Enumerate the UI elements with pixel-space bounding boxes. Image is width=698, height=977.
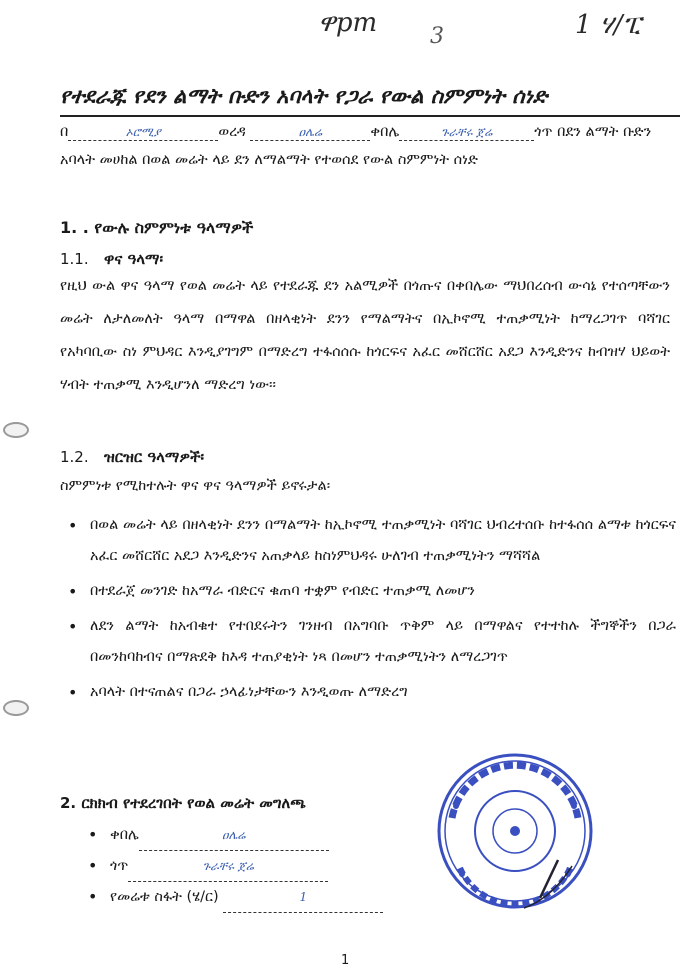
intro-prefix: በ <box>60 124 69 140</box>
section-1-1-number: 1.1. <box>60 250 89 268</box>
handwritten-annotation-right: 1 ሃ/ፒ <box>575 10 641 40</box>
page-number: 1 <box>341 953 350 968</box>
specific-objectives-list <box>60 510 676 712</box>
region-field: ኦሮሚያ <box>68 125 218 141</box>
section-1-2-title: ዝርዝር ዓላማዎች፡ <box>104 448 205 466</box>
section-1-heading: 1. . የውሉ ስምምነቱ ዓላማዎች <box>60 218 254 237</box>
document-title: የተደራጁ የደን ልማት ቡድን አባላት የጋራ የውል ስምምነት ሰነድ <box>60 84 680 117</box>
handwritten-annotation-left: ዋpm <box>318 8 378 38</box>
section-1-2-heading <box>60 448 204 466</box>
list-item: • አባላት በተናጠልና በጋራ ኃላፊነታቸውን እንዲወጡ ለማድረግ <box>60 677 676 708</box>
list-item: • በወል መሬት ላይ በዘላቂነት ደንን በማልማት ከኢኮኖሚ ተጠቃሚነት ባሻገር ህብረተሰቡ ከተፋሰሰ ልማቱ ከጎርፍና አፈር መሸርሸር አደጋ እንዲድንና አጠቃላይ ከስነምህዳሩ ሁለገብ ተጠቃሚነትን ማሻሻል <box>60 510 676 572</box>
intro-line-1 <box>60 124 651 141</box>
section-1-1-title: ዋና ዓላማ፡ <box>104 250 164 268</box>
kebele-field: ጉራቸሩ ጀሬ <box>399 125 534 141</box>
land-gott-field: ጉራቸሩ ጀሬ <box>128 851 328 882</box>
punch-hole-upper <box>3 422 29 438</box>
main-objective-paragraph: የዚህ ውል ዋና ዓላማ የወል መሬት ላይ የተደራጁ ደን አልሚዎች በጎጡና በቀበሌው ማህበረሰብ ውሳኔ የተሰጣቸውን መሬት ለታለመለት ዓላማ በማዋል በዘላቂነት ደንን የማልማትና በኢኮኖሚ ተጠቃሚነት ከማረጋገጥ ባሻገር የአካባቢው ስነ ምህዳር እንዲያገግም በማድረግ ተፋሰሰሱ ከጎርፍና አፈር መሸርሸር አደጋ እንዲድንና ከብዝሃ ህይወት ሃብት ተጠቃሚ እንዲሆንለ ማድረግ ነው፡፡ <box>60 278 670 393</box>
land-gott-label: ጎጥ <box>110 858 129 874</box>
intro-suffix: ጎጥ በደን ልማት ቡድን <box>534 124 652 140</box>
land-kebele-label: ቀበሌ <box>110 827 139 843</box>
intro-line-2: አባላት መሀከል በወል መሬት ላይ ደን ለማልማት የተወሰደ የውል ስምምነት ሰነድ <box>60 152 478 168</box>
list-item: • ለደን ልማት ከአብቁተ የተበደሩትን ገንዘብ በአግባቡ ጥቅም ላይ በማዋልና የተተከሉ ችግኞችን በጋራ በመንከባከብና በማጽደቅ ከእዳ ተጠያቂነት ነጻ በመሆን ተጠቃሚነትን ለማረጋገጥ <box>60 611 676 673</box>
list-item: • በተደራጀ መንገድ ከአማራ ብድርና ቁጠባ ተቋም የብድር ተጠቃሚ ለመሆን <box>60 576 676 607</box>
wereda-label: ወረዳ <box>218 124 246 140</box>
section-1-2-number: 1.2. <box>60 448 89 466</box>
specific-objectives-intro: ስምምነቱ የሚከተሉት ዋና ዋና ዓላማዎች ይኖሩታል፡ <box>60 478 331 494</box>
punch-hole-lower <box>3 700 29 716</box>
land-area-label: የመሬቱ ስፋት (ሄ/ር) <box>110 889 219 905</box>
official-stamp <box>432 748 598 914</box>
section-1-1-heading <box>60 250 163 268</box>
land-kebele-field: ዐሌሬ <box>139 820 329 851</box>
kebele-label: ቀበሌ <box>370 124 400 140</box>
handwritten-annotation-middle: 3 <box>430 24 444 49</box>
section-2-heading: 2. ርክክብ የተደረገበት የወል መሬት መግለጫ <box>60 794 306 812</box>
wereda-field: ዐሌሬ <box>250 125 370 141</box>
land-area-field: 1 <box>223 882 383 913</box>
